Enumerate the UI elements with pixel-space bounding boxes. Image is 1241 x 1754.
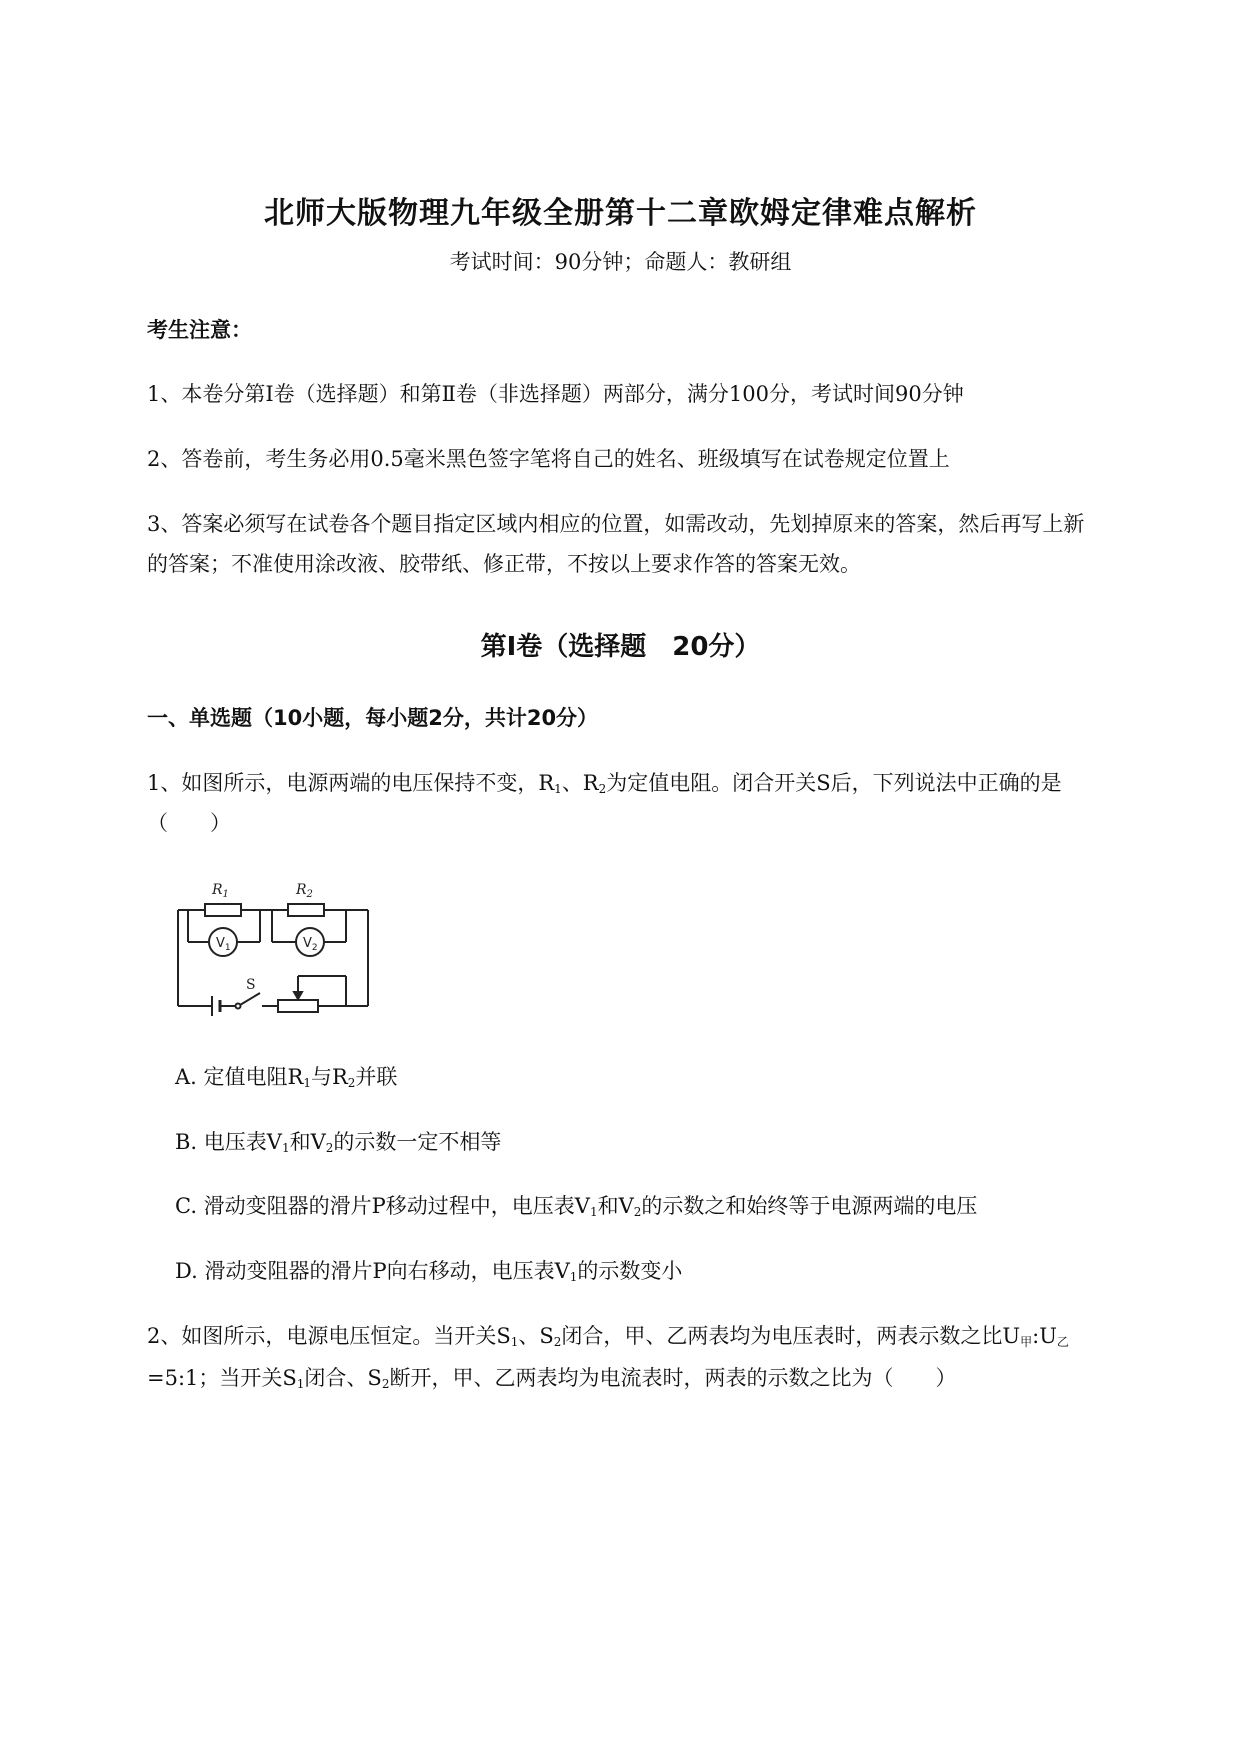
document-subtitle: 考试时间：90分钟；命题人：教研组 [449, 250, 792, 274]
q2-text-e: =5:1；当开关S [147, 1366, 297, 1390]
label-v2: V [303, 936, 312, 951]
q2-text-c: 闭合，甲、乙两表均为电压表时，两表示数之比U [561, 1324, 1021, 1348]
rheostat-body [278, 1000, 318, 1012]
resistor-r1 [205, 904, 241, 916]
q2-sub-3: 1 [296, 1377, 305, 1391]
svg-text:V1 [216, 936, 231, 953]
opt-a-text-c: 并联 [355, 1065, 398, 1089]
question-1-option-a[interactable] [175, 1061, 397, 1091]
q2-sub-yi: 乙 [1056, 1335, 1069, 1349]
q2-sub-jia: 甲 [1020, 1335, 1033, 1349]
opt-a-text-a: A. 定值电阻R [175, 1065, 304, 1089]
opt-b-sub-2: 2 [325, 1141, 334, 1155]
label-v1-sub: 1 [224, 943, 231, 953]
question-2-text-cont [147, 1362, 956, 1392]
label-v1: V [216, 936, 225, 951]
label-r2: R [296, 882, 307, 898]
svg-text:R1 [211, 882, 229, 900]
svg-text:V2 [303, 936, 318, 953]
q1-text-c: 为定值电阻。闭合开关S后，下列说法中正确的是 [606, 771, 1062, 795]
opt-d-text-c: 的示数变小 [577, 1259, 683, 1283]
label-r1-sub: 1 [222, 889, 229, 900]
opt-b-text-b: 和V [289, 1130, 326, 1154]
opt-c-text-b: 和V [597, 1194, 634, 1218]
notice-item-3: 3、答案必须写在试卷各个题目指定区域内相应的位置，如需改动，先划掉原来的答案，然后再写上新 [147, 512, 1085, 536]
q1-text-b: 、R [561, 771, 599, 795]
q2-text-f: 闭合、S [304, 1366, 382, 1390]
opt-c-text-a: C. 滑动变阻器的滑片P移动过程中，电压表V [175, 1194, 590, 1218]
circuit-diagram-1 [168, 872, 378, 1022]
label-v2-sub: 2 [311, 943, 318, 953]
q2-sub-1: 1 [510, 1335, 519, 1349]
part-heading: 一、单选题（10小题，每小题2分，共计20分） [147, 706, 599, 730]
notice-item-3-cont: 的答案；不准使用涂改液、胶带纸、修正带，不按以上要求作答的答案无效。 [147, 552, 861, 576]
label-switch-s: S [246, 977, 256, 993]
q1-sub-2: 2 [598, 782, 607, 796]
opt-b-text-a: B. 电压表V [175, 1130, 282, 1154]
notice-heading: 考生注意： [147, 318, 252, 342]
label-r2-sub: 2 [306, 889, 313, 900]
q1-text-a: 1、如图所示，电源两端的电压保持不变，R [147, 771, 555, 795]
opt-a-sub-2: 2 [347, 1076, 356, 1090]
document-title: 北师大版物理九年级全册第十二章欧姆定律难点解析 [264, 196, 977, 231]
opt-c-text-c: 的示数之和始终等于电源两端的电压 [641, 1194, 978, 1218]
opt-a-sub-1: 1 [303, 1076, 311, 1090]
q2-sub-2: 2 [553, 1335, 562, 1349]
q2-text-a: 2、如图所示，电源电压恒定。当开关S [147, 1324, 511, 1348]
svg-text:R2 [295, 882, 313, 900]
q2-sub-4: 2 [381, 1377, 390, 1391]
question-2-text [147, 1320, 1069, 1350]
opt-d-sub-1: 1 [569, 1270, 578, 1284]
label-r1: R [212, 882, 223, 898]
notice-item-1: 1、本卷分第Ⅰ卷（选择题）和第Ⅱ卷（非选择题）两部分，满分100分，考试时间90分钟 [147, 382, 964, 406]
q2-text-g: 断开，甲、乙两表均为电流表时，两表的示数之比为（ ） [389, 1366, 957, 1390]
q2-text-b: 、S [518, 1324, 554, 1348]
opt-b-sub-1: 1 [281, 1141, 290, 1155]
opt-b-text-c: 的示数一定不相等 [333, 1130, 502, 1154]
switch-blade [240, 993, 260, 1005]
opt-d-text-a: D. 滑动变阻器的滑片P向右移动，电压表V [175, 1259, 570, 1283]
opt-c-sub-1: 1 [589, 1205, 598, 1219]
q2-text-d: :U [1032, 1324, 1057, 1348]
question-1-paren: （ ） [147, 811, 231, 835]
opt-c-sub-2: 2 [633, 1205, 642, 1219]
question-1-option-d[interactable] [175, 1255, 682, 1285]
opt-a-text-b: 与R [310, 1065, 348, 1089]
question-1-option-c[interactable] [175, 1190, 977, 1220]
resistor-r2 [288, 904, 324, 916]
section-title: 第Ⅰ卷（选择题 20分） [480, 632, 761, 662]
notice-item-2: 2、答卷前，考生务必用0.5毫米黑色签字笔将自己的姓名、班级填写在试卷规定位置上 [147, 447, 950, 471]
question-1-option-b[interactable] [175, 1126, 501, 1156]
question-1-text [147, 767, 1062, 797]
rheostat-slider-arrow [294, 992, 302, 999]
q1-sub-1: 1 [554, 782, 562, 796]
